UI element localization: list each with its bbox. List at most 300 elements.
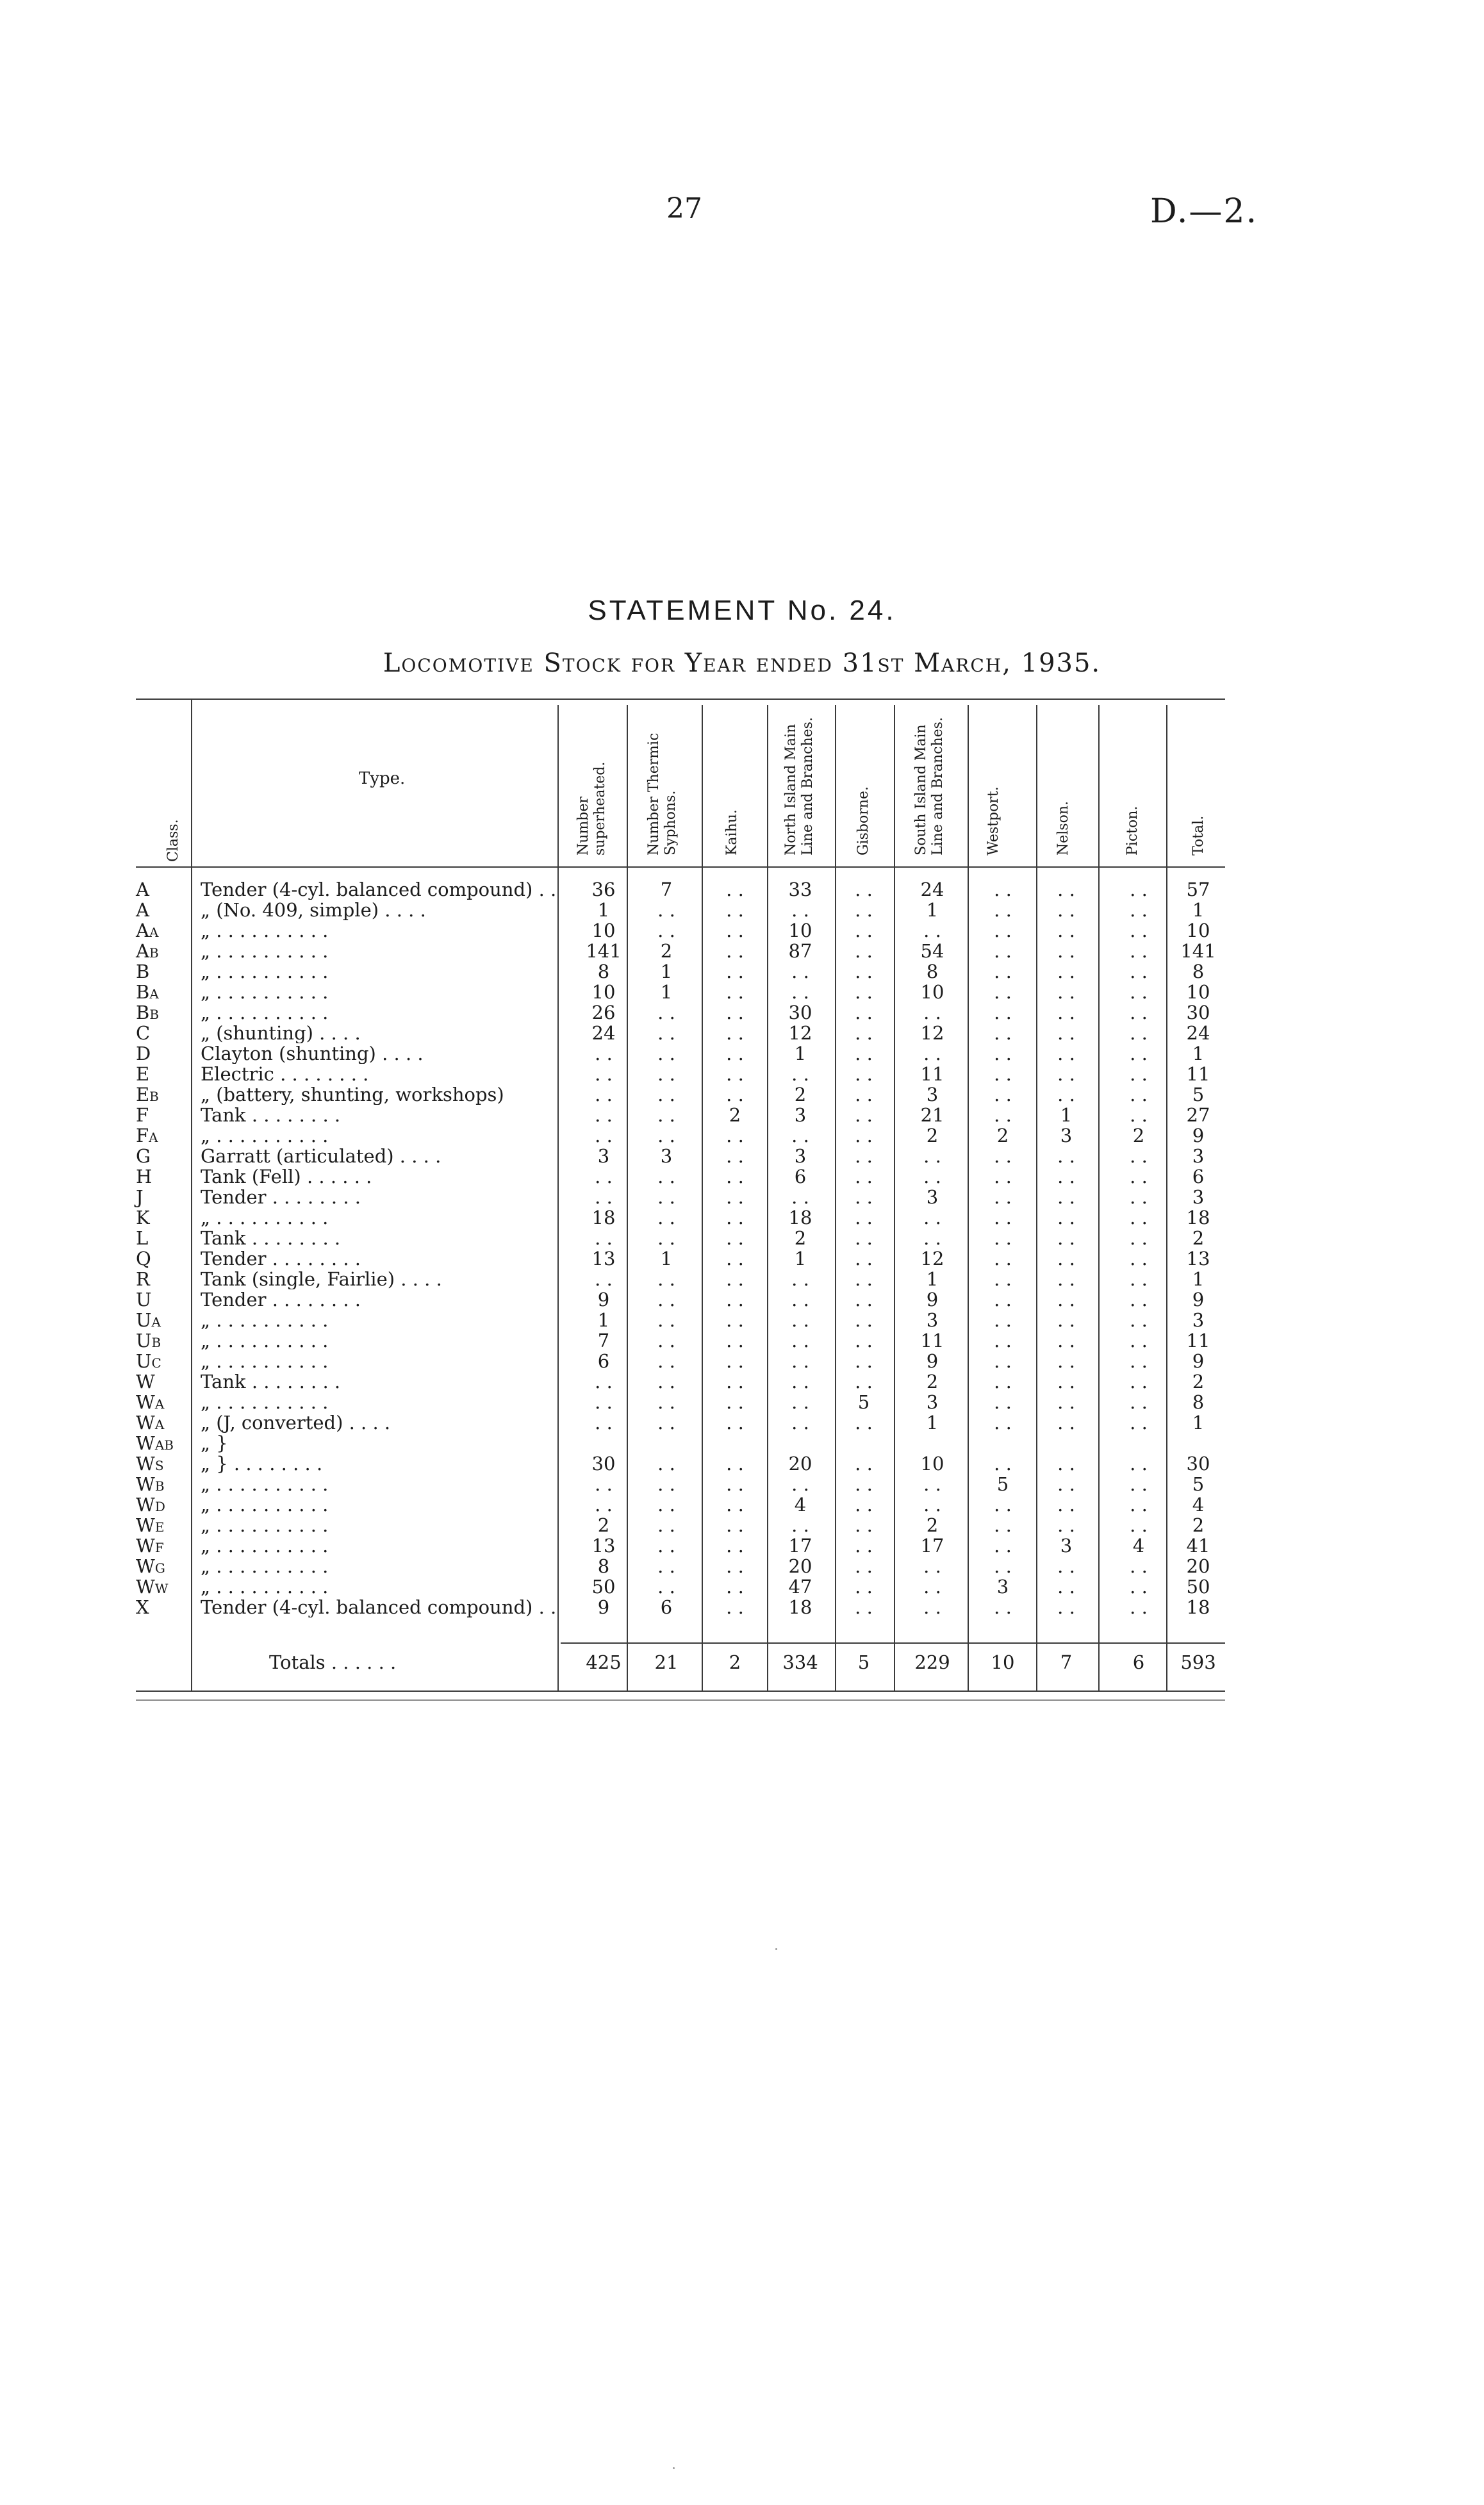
class-cell bbox=[136, 879, 149, 902]
superheated-cell: . . bbox=[595, 1412, 613, 1434]
thermic-cell: . . bbox=[657, 1063, 675, 1085]
nelson-cell: . . bbox=[1057, 1596, 1075, 1618]
totals-top-rule bbox=[561, 1642, 1225, 1644]
westport-cell: . . bbox=[994, 1371, 1012, 1393]
table-row bbox=[0, 1351, 1484, 1371]
class-suffix: A bbox=[149, 925, 159, 940]
kaihu-cell: . . bbox=[726, 1576, 744, 1598]
total-cell: 13 bbox=[1186, 1248, 1210, 1269]
westport-cell: . . bbox=[994, 1596, 1012, 1618]
thermic-cell: . . bbox=[657, 1535, 675, 1557]
class-letter: E bbox=[136, 1084, 150, 1105]
thermic-cell: . . bbox=[657, 1309, 675, 1331]
gisborne-cell: . . bbox=[855, 1207, 873, 1228]
class-letter: C bbox=[136, 1022, 151, 1044]
superheated-cell: 1 bbox=[597, 899, 610, 921]
north-island-cell: 17 bbox=[788, 1535, 812, 1557]
class-cell bbox=[136, 1002, 159, 1025]
table-row bbox=[0, 961, 1484, 982]
gisborne-cell: . . bbox=[855, 1412, 873, 1434]
picton-cell: . . bbox=[1130, 1596, 1148, 1618]
gisborne-cell: . . bbox=[855, 1227, 873, 1249]
table-row bbox=[0, 1412, 1484, 1433]
class-suffix: D bbox=[154, 1499, 165, 1514]
south-island-cell: 3 bbox=[926, 1391, 939, 1413]
class-suffix: B bbox=[149, 945, 159, 961]
table-row bbox=[0, 1084, 1484, 1105]
thermic-cell: . . bbox=[657, 1453, 675, 1475]
south-island-cell: 9 bbox=[926, 1289, 939, 1310]
westport-cell: 3 bbox=[996, 1576, 1009, 1598]
kaihu-cell: . . bbox=[726, 1330, 744, 1352]
total-kaihu-cell: 2 bbox=[729, 1651, 741, 1673]
thermic-cell: . . bbox=[657, 1576, 675, 1598]
gisborne-cell: . . bbox=[855, 1494, 873, 1516]
thermic-cell: . . bbox=[657, 1350, 675, 1372]
class-suffix: A bbox=[149, 1130, 158, 1145]
north-island-cell: 3 bbox=[794, 1104, 807, 1126]
kaihu-cell: . . bbox=[726, 1453, 744, 1475]
kaihu-cell: . . bbox=[726, 899, 744, 921]
total-cell: 30 bbox=[1186, 1002, 1210, 1023]
gisborne-cell: . . bbox=[855, 1063, 873, 1085]
class-cell bbox=[136, 1084, 159, 1107]
superheated-cell: 50 bbox=[591, 1576, 616, 1598]
picton-cell: . . bbox=[1130, 1473, 1148, 1495]
gisborne-cell: . . bbox=[855, 981, 873, 1003]
kaihu-cell: . . bbox=[726, 1084, 744, 1105]
picton-cell: . . bbox=[1130, 1166, 1148, 1187]
class-letter: U bbox=[136, 1350, 152, 1372]
thermic-cell: . . bbox=[657, 1125, 675, 1146]
north-island-cell: 6 bbox=[794, 1166, 807, 1187]
westport-cell: . . bbox=[994, 1412, 1012, 1434]
gisborne-cell: . . bbox=[855, 1596, 873, 1618]
class-letter: B bbox=[136, 981, 150, 1003]
type-cell: „ . . . . . . . . . . bbox=[201, 961, 329, 982]
gisborne-cell: . . bbox=[855, 1514, 873, 1536]
gisborne-cell: . . bbox=[855, 1473, 873, 1495]
class-cell bbox=[136, 1310, 161, 1332]
table-row bbox=[0, 1597, 1484, 1617]
class-suffix: B bbox=[151, 1335, 161, 1350]
type-cell: „ . . . . . . . . . . bbox=[201, 1535, 329, 1556]
table-row bbox=[0, 920, 1484, 941]
south-island-cell: 3 bbox=[926, 1309, 939, 1331]
column-rule bbox=[968, 705, 969, 1691]
total-cell: 24 bbox=[1186, 1022, 1210, 1044]
north-island-cell: 33 bbox=[788, 879, 812, 900]
superheated-cell: . . bbox=[595, 1104, 613, 1126]
table-bottom-rule bbox=[136, 1691, 1225, 1692]
thermic-cell: . . bbox=[657, 1166, 675, 1187]
table-row bbox=[0, 1515, 1484, 1535]
thermic-cell: . . bbox=[657, 1104, 675, 1126]
superheated-cell: 13 bbox=[591, 1248, 616, 1269]
class-cell bbox=[136, 941, 159, 963]
thermic-cell: 7 bbox=[660, 879, 673, 900]
column-rule bbox=[767, 705, 768, 1691]
type-cell: Tender (4-cyl. balanced compound) . . bbox=[201, 879, 557, 900]
header-total: Total. bbox=[1191, 815, 1207, 856]
type-cell: Tender . . . . . . . . bbox=[201, 1289, 361, 1310]
picton-cell: . . bbox=[1130, 1412, 1148, 1434]
superheated-cell: 10 bbox=[591, 981, 616, 1003]
nelson-cell: . . bbox=[1057, 981, 1075, 1003]
table-row bbox=[0, 1248, 1484, 1269]
class-letter: U bbox=[136, 1309, 152, 1331]
totals-row bbox=[0, 1652, 1484, 1673]
column-rule bbox=[1166, 705, 1167, 1691]
gisborne-cell: . . bbox=[855, 1309, 873, 1331]
north-island-cell: 20 bbox=[788, 1555, 812, 1577]
south-island-cell: . . bbox=[923, 1576, 941, 1598]
superheated-cell: 1 bbox=[597, 1309, 610, 1331]
column-rule bbox=[702, 705, 703, 1691]
picton-cell: 4 bbox=[1132, 1535, 1145, 1557]
south-island-cell: 1 bbox=[926, 1268, 939, 1290]
total-cell: 1 bbox=[1192, 899, 1205, 921]
westport-cell: . . bbox=[994, 1022, 1012, 1044]
class-cell bbox=[136, 1248, 151, 1271]
class-letter: W bbox=[136, 1473, 155, 1495]
south-island-cell: . . bbox=[923, 1494, 941, 1516]
superheated-cell: . . bbox=[595, 1084, 613, 1105]
class-cell bbox=[136, 1371, 155, 1394]
north-island-cell: 3 bbox=[794, 1145, 807, 1167]
kaihu-cell: . . bbox=[726, 1494, 744, 1516]
total-cell: 41 bbox=[1186, 1535, 1210, 1557]
class-cell bbox=[136, 1392, 164, 1414]
north-island-cell: . . bbox=[791, 1473, 809, 1495]
total-cell: 10 bbox=[1186, 981, 1210, 1003]
nelson-cell: . . bbox=[1057, 1555, 1075, 1577]
class-suffix: E bbox=[154, 1519, 165, 1535]
type-cell: Tender . . . . . . . . bbox=[201, 1248, 361, 1269]
kaihu-cell: . . bbox=[726, 1535, 744, 1557]
south-island-cell: . . bbox=[923, 1002, 941, 1023]
column-rule bbox=[894, 705, 895, 1691]
thermic-cell: . . bbox=[657, 1043, 675, 1064]
westport-cell: . . bbox=[994, 1535, 1012, 1557]
gisborne-cell: . . bbox=[855, 1371, 873, 1393]
type-cell: Tank (single, Fairlie) . . . . bbox=[201, 1269, 442, 1289]
total-cell: 1 bbox=[1192, 1412, 1205, 1434]
total-cell: 9 bbox=[1192, 1125, 1205, 1146]
class-cell bbox=[136, 920, 158, 943]
superheated-cell: . . bbox=[595, 1043, 613, 1064]
header-north-island: North Island Main Line and Branches. bbox=[783, 717, 816, 856]
south-island-cell: 17 bbox=[920, 1535, 944, 1557]
north-island-cell: . . bbox=[791, 1330, 809, 1352]
south-island-cell: 2 bbox=[926, 1125, 939, 1146]
kaihu-cell: . . bbox=[726, 920, 744, 941]
nelson-cell: . . bbox=[1057, 1043, 1075, 1064]
north-island-cell: 20 bbox=[788, 1453, 812, 1475]
kaihu-cell: . . bbox=[726, 1555, 744, 1577]
total-cell: 3 bbox=[1192, 1145, 1205, 1167]
total-westport-cell: 10 bbox=[991, 1651, 1015, 1673]
table-row bbox=[0, 1166, 1484, 1187]
class-cell bbox=[136, 1146, 151, 1168]
type-cell: Tender . . . . . . . . bbox=[201, 1187, 361, 1207]
westport-cell: . . bbox=[994, 1494, 1012, 1516]
thermic-cell: . . bbox=[657, 1002, 675, 1023]
thermic-cell: . . bbox=[657, 1473, 675, 1495]
kaihu-cell: . . bbox=[726, 1186, 744, 1208]
total-cell: 18 bbox=[1186, 1596, 1210, 1618]
class-letter: A bbox=[136, 879, 149, 900]
type-cell: „ . . . . . . . . . . bbox=[201, 920, 329, 941]
north-island-cell: 2 bbox=[794, 1227, 807, 1249]
thermic-cell: 3 bbox=[660, 1145, 673, 1167]
table-row bbox=[0, 1535, 1484, 1556]
total-cell: 9 bbox=[1192, 1289, 1205, 1310]
north-island-cell: 18 bbox=[788, 1596, 812, 1618]
total-cell: 1 bbox=[1192, 1043, 1205, 1064]
gisborne-cell: . . bbox=[855, 1043, 873, 1064]
table-row bbox=[0, 1556, 1484, 1576]
kaihu-cell: . . bbox=[726, 1473, 744, 1495]
class-letter: W bbox=[136, 1453, 155, 1475]
table-row bbox=[0, 941, 1484, 961]
class-cell bbox=[136, 900, 149, 922]
type-cell: „ (battery, shunting, workshops) bbox=[201, 1084, 504, 1105]
class-cell bbox=[136, 1330, 161, 1353]
south-island-cell: 9 bbox=[926, 1350, 939, 1372]
header-thermic-syphons: Number Thermic Syphons. bbox=[646, 732, 679, 856]
westport-cell: . . bbox=[994, 1145, 1012, 1167]
south-island-cell: 2 bbox=[926, 1514, 939, 1536]
south-island-cell: 11 bbox=[920, 1330, 944, 1352]
type-cell: „ (shunting) . . . . bbox=[201, 1023, 361, 1043]
gisborne-cell: . . bbox=[855, 879, 873, 900]
superheated-cell: . . bbox=[595, 1125, 613, 1146]
class-suffix: W bbox=[154, 1581, 169, 1596]
page-footer-rule bbox=[136, 1699, 1225, 1701]
class-suffix: A bbox=[154, 1396, 165, 1412]
table-row bbox=[0, 879, 1484, 900]
south-island-cell: 11 bbox=[920, 1063, 944, 1085]
picton-cell: . . bbox=[1130, 1043, 1148, 1064]
thermic-cell: . . bbox=[657, 920, 675, 941]
table-row bbox=[0, 1207, 1484, 1228]
north-island-cell: 2 bbox=[794, 1084, 807, 1105]
westport-cell: . . bbox=[994, 1104, 1012, 1126]
total-nelson-cell: 7 bbox=[1060, 1651, 1073, 1673]
class-cell bbox=[136, 1207, 150, 1230]
table-row bbox=[0, 1187, 1484, 1207]
table-row bbox=[0, 1043, 1484, 1064]
picton-cell: . . bbox=[1130, 1371, 1148, 1393]
total-cell: 2 bbox=[1192, 1371, 1205, 1393]
class-cell bbox=[136, 1166, 152, 1189]
south-island-cell: . . bbox=[923, 1043, 941, 1064]
type-cell: „ . . . . . . . . . . bbox=[201, 1207, 329, 1228]
nelson-cell: . . bbox=[1057, 1371, 1075, 1393]
north-island-cell: . . bbox=[791, 899, 809, 921]
thermic-cell: 1 bbox=[660, 981, 673, 1003]
westport-cell: . . bbox=[994, 1227, 1012, 1249]
nelson-cell: . . bbox=[1057, 1227, 1075, 1249]
kaihu-cell: 2 bbox=[729, 1104, 741, 1126]
westport-cell: . . bbox=[994, 1084, 1012, 1105]
nelson-cell: . . bbox=[1057, 1063, 1075, 1085]
nelson-cell: . . bbox=[1057, 899, 1075, 921]
westport-cell: . . bbox=[994, 1453, 1012, 1475]
table-row bbox=[0, 1576, 1484, 1597]
superheated-cell: . . bbox=[595, 1494, 613, 1516]
table-subtitle: Locomotive Stock for Year ended 31st March, 1935. bbox=[383, 649, 1101, 678]
column-rule bbox=[835, 705, 836, 1691]
nelson-cell: 3 bbox=[1060, 1125, 1073, 1146]
type-cell: „ . . . . . . . . . . bbox=[201, 941, 329, 961]
westport-cell: . . bbox=[994, 1330, 1012, 1352]
class-letter: D bbox=[136, 1043, 151, 1064]
superheated-cell: 26 bbox=[591, 1002, 616, 1023]
class-letter: L bbox=[136, 1227, 149, 1249]
thermic-cell: . . bbox=[657, 1514, 675, 1536]
class-cell bbox=[136, 1433, 174, 1455]
picton-cell: . . bbox=[1130, 1555, 1148, 1577]
class-suffix: G bbox=[154, 1560, 165, 1576]
gisborne-cell: . . bbox=[855, 940, 873, 962]
picton-cell: . . bbox=[1130, 1248, 1148, 1269]
class-letter: W bbox=[136, 1432, 155, 1454]
thermic-cell: . . bbox=[657, 1412, 675, 1434]
type-cell: „ . . . . . . . . . . bbox=[201, 1125, 329, 1146]
kaihu-cell: . . bbox=[726, 1043, 744, 1064]
north-island-cell: . . bbox=[791, 981, 809, 1003]
class-letter: B bbox=[136, 1002, 150, 1023]
kaihu-cell: . . bbox=[726, 1022, 744, 1044]
nelson-cell: . . bbox=[1057, 920, 1075, 941]
westport-cell: . . bbox=[994, 1391, 1012, 1413]
north-island-cell: 47 bbox=[788, 1576, 812, 1598]
north-island-cell: . . bbox=[791, 1412, 809, 1434]
total-cell: 57 bbox=[1186, 879, 1210, 900]
total-cell: 10 bbox=[1186, 920, 1210, 941]
kaihu-cell: . . bbox=[726, 1125, 744, 1146]
total-cell: 3 bbox=[1192, 1186, 1205, 1208]
class-letter: W bbox=[136, 1576, 155, 1598]
gisborne-cell: . . bbox=[855, 961, 873, 982]
westport-cell: . . bbox=[994, 920, 1012, 941]
superheated-cell: 8 bbox=[597, 1555, 610, 1577]
westport-cell: . . bbox=[994, 961, 1012, 982]
class-letter: X bbox=[136, 1596, 149, 1618]
header-south-island: South Island Main Line and Branches. bbox=[913, 717, 946, 856]
picton-cell: . . bbox=[1130, 1453, 1148, 1475]
total-cell: 8 bbox=[1192, 961, 1205, 982]
gisborne-cell: . . bbox=[855, 1330, 873, 1352]
south-island-cell: . . bbox=[923, 1166, 941, 1187]
nelson-cell: . . bbox=[1057, 1145, 1075, 1167]
nelson-cell: . . bbox=[1057, 1473, 1075, 1495]
total-cell: 5 bbox=[1192, 1084, 1205, 1105]
nelson-cell: . . bbox=[1057, 1412, 1075, 1434]
nelson-cell: . . bbox=[1057, 1268, 1075, 1290]
picton-cell: . . bbox=[1130, 1391, 1148, 1413]
south-island-cell: 2 bbox=[926, 1371, 939, 1393]
total-north-island-cell: 334 bbox=[782, 1651, 818, 1673]
picton-cell: . . bbox=[1130, 1186, 1148, 1208]
class-suffix: S bbox=[154, 1458, 164, 1473]
gisborne-cell: . . bbox=[855, 920, 873, 941]
kaihu-cell: . . bbox=[726, 1227, 744, 1249]
superheated-cell: 9 bbox=[597, 1596, 610, 1618]
nelson-cell: . . bbox=[1057, 1576, 1075, 1598]
nelson-cell: . . bbox=[1057, 940, 1075, 962]
type-cell: „ . . . . . . . . . . bbox=[201, 1310, 329, 1330]
superheated-cell: 141 bbox=[586, 940, 622, 962]
class-cell bbox=[136, 1105, 149, 1127]
total-cell: 2 bbox=[1192, 1514, 1205, 1536]
type-cell: „ } bbox=[201, 1433, 228, 1453]
picton-cell: . . bbox=[1130, 1494, 1148, 1516]
type-cell: „ . . . . . . . . . . bbox=[201, 1474, 329, 1494]
gisborne-cell: . . bbox=[855, 1555, 873, 1577]
type-cell: „ . . . . . . . . . . bbox=[201, 1556, 329, 1576]
class-letter: U bbox=[136, 1330, 152, 1352]
north-island-cell: 4 bbox=[794, 1494, 807, 1516]
nelson-cell: . . bbox=[1057, 1207, 1075, 1228]
class-letter: Q bbox=[136, 1248, 151, 1269]
table-row bbox=[0, 1433, 1484, 1453]
class-letter: W bbox=[136, 1535, 155, 1557]
thermic-cell: . . bbox=[657, 1371, 675, 1393]
south-island-cell: 10 bbox=[920, 981, 944, 1003]
class-cell bbox=[136, 1187, 144, 1209]
thermic-cell: . . bbox=[657, 1289, 675, 1310]
page-number: 27 bbox=[666, 192, 702, 225]
total-cell: 141 bbox=[1180, 940, 1216, 962]
class-cell bbox=[136, 1474, 165, 1496]
south-island-cell: 24 bbox=[920, 879, 944, 900]
picton-cell: . . bbox=[1130, 1309, 1148, 1331]
thermic-cell: . . bbox=[657, 1084, 675, 1105]
nelson-cell: . . bbox=[1057, 1453, 1075, 1475]
picton-cell: . . bbox=[1130, 1084, 1148, 1105]
class-cell bbox=[136, 1494, 165, 1517]
total-thermic-cell: 21 bbox=[654, 1651, 679, 1673]
table-top-rule bbox=[136, 699, 1225, 700]
table-row bbox=[0, 1310, 1484, 1330]
document-reference: D.—2. bbox=[1150, 192, 1258, 231]
nelson-cell: . . bbox=[1057, 1166, 1075, 1187]
north-island-cell: . . bbox=[791, 1391, 809, 1413]
thermic-cell: 6 bbox=[660, 1596, 673, 1618]
superheated-cell: . . bbox=[595, 1063, 613, 1085]
class-letter: B bbox=[136, 961, 150, 982]
column-rule bbox=[627, 705, 628, 1691]
nelson-cell: . . bbox=[1057, 1186, 1075, 1208]
westport-cell: . . bbox=[994, 1309, 1012, 1331]
type-cell: „ . . . . . . . . . . bbox=[201, 1392, 329, 1412]
gisborne-cell: . . bbox=[855, 1022, 873, 1044]
kaihu-cell: . . bbox=[726, 981, 744, 1003]
kaihu-cell: . . bbox=[726, 961, 744, 982]
westport-cell: . . bbox=[994, 1207, 1012, 1228]
class-letter: R bbox=[136, 1268, 150, 1290]
class-letter: F bbox=[136, 1104, 149, 1126]
class-cell bbox=[136, 1597, 149, 1619]
superheated-cell: . . bbox=[595, 1371, 613, 1393]
picton-cell: . . bbox=[1130, 1104, 1148, 1126]
picton-cell: 2 bbox=[1132, 1125, 1145, 1146]
picton-cell: . . bbox=[1130, 920, 1148, 941]
table-row bbox=[0, 1289, 1484, 1310]
